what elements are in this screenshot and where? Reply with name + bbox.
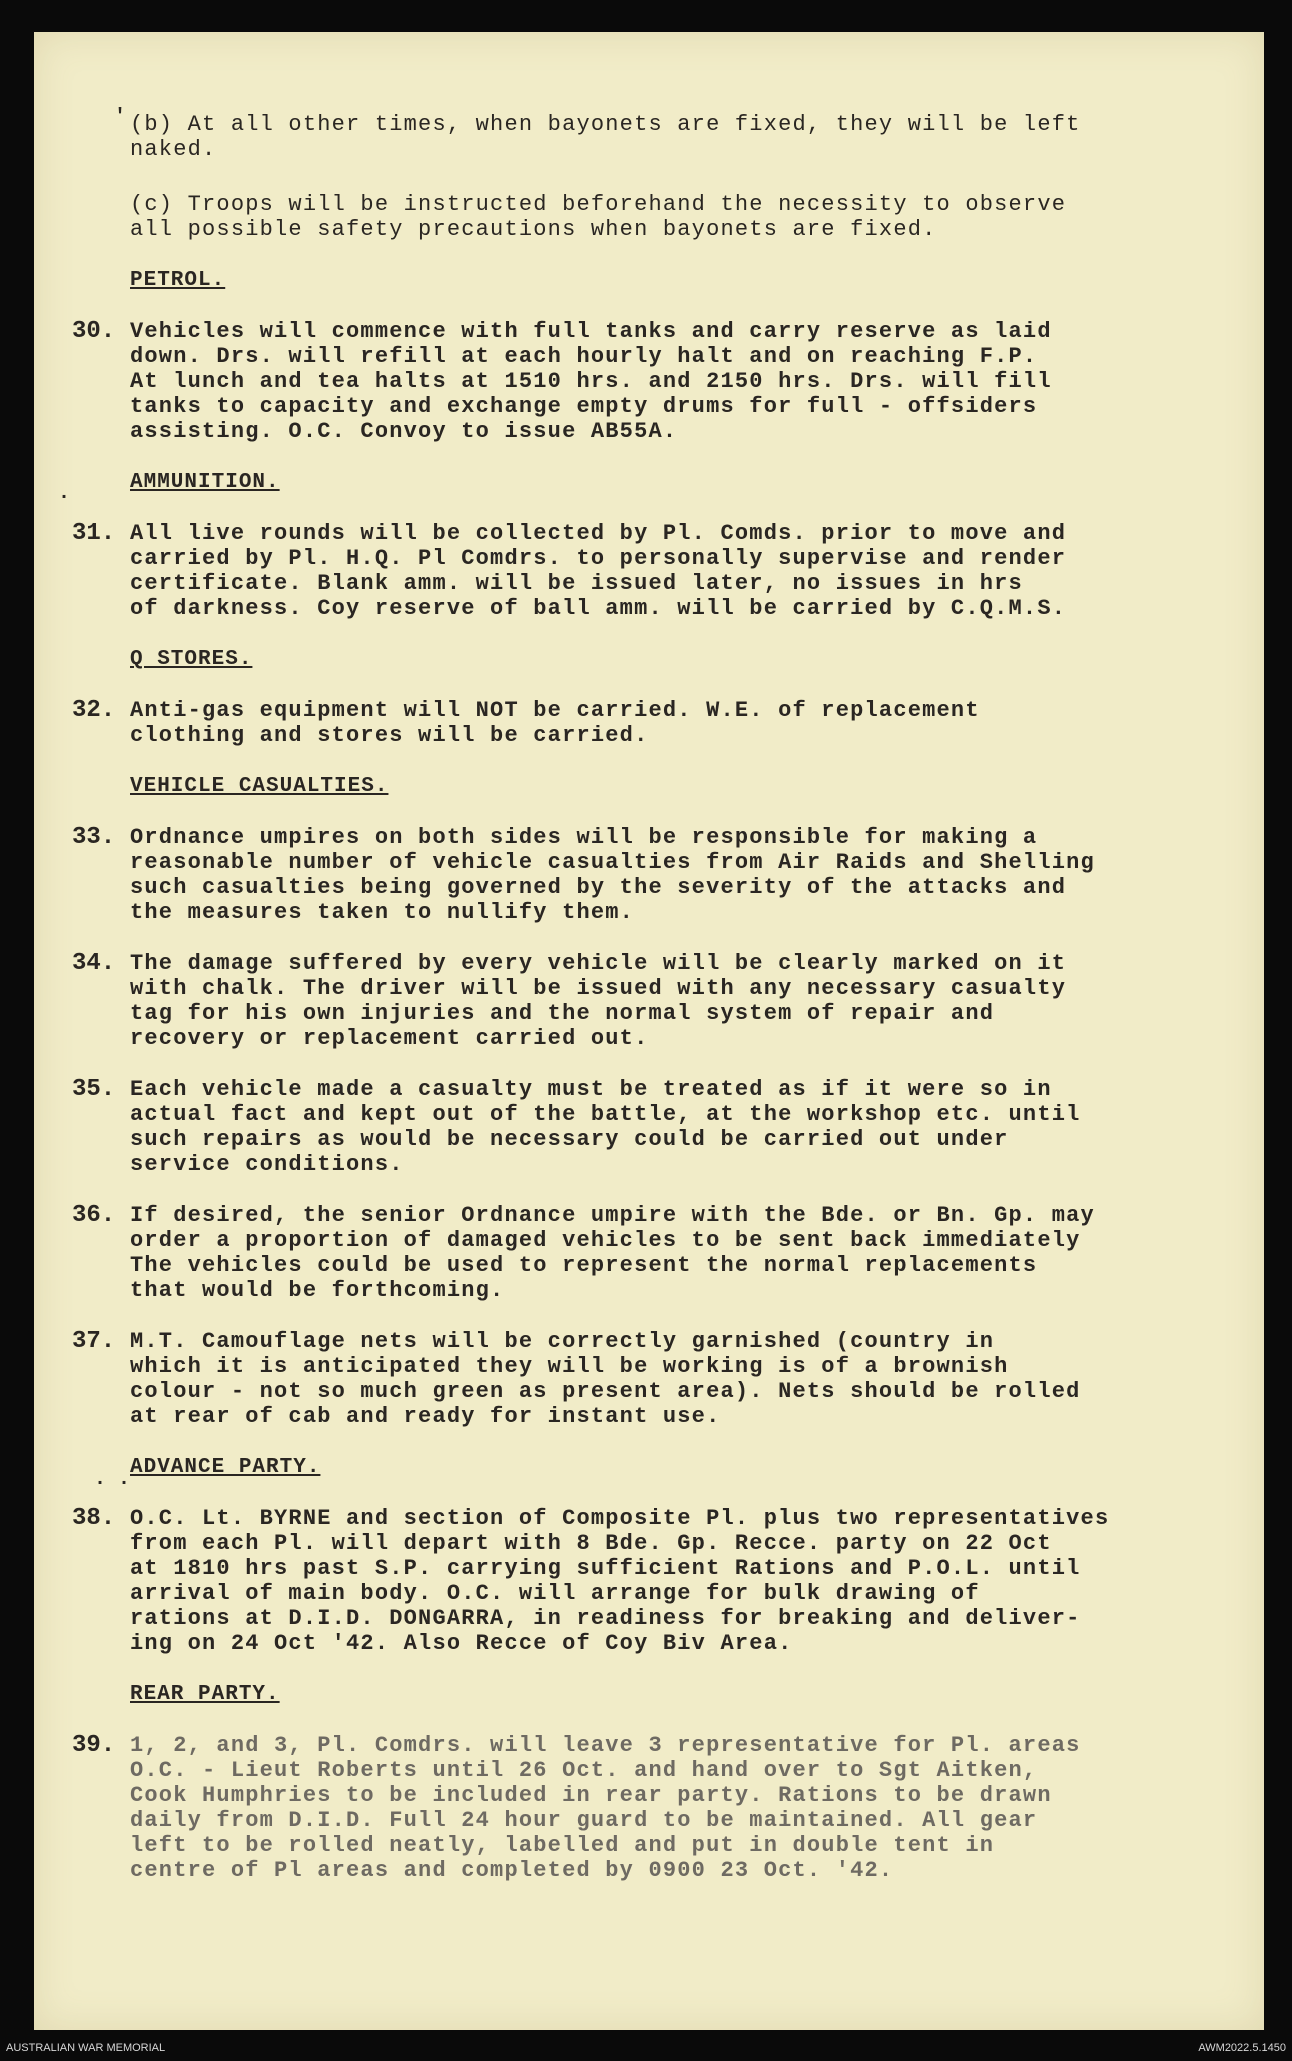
numbered-paragraph bbox=[72, 824, 1190, 925]
numbered-paragraph bbox=[72, 1505, 1190, 1656]
paragraph-text: All live rounds will be collected by Pl. Comds. prior to move and carried by Pl. H.Q. Pl Comdrs. to personally supervise and render certificate. Blank amm. will be issued later, no issues in hrs of darkness. Coy reserve of ball amm. will be carried by C.Q.M.S. bbox=[130, 521, 1067, 621]
paragraph-number: 35. bbox=[72, 1076, 116, 1103]
paragraph-text: If desired, the senior Ordnance umpire with the Bde. or Bn. Gp. may order a proportion of damaged vehicles to be sent back immediately The vehicles could be used to represent the normal replacements that would be forthcoming. bbox=[130, 1203, 1095, 1303]
paragraph-text: O.C. Lt. BYRNE and section of Composite Pl. plus two representatives from each Pl. will depart with 8 Bde. Gp. Recce. party on 22 Oct at 1810 hrs past S.P. carrying sufficient Rations and P.O.L. until arrival of main body. O.C. will arrange for bulk drawing of rations at D.I.D. DONGARRA, in readiness for breaking and deliver- ing on 24 Oct '42. Also Recce of Coy Biv Area. bbox=[130, 1506, 1110, 1656]
document-body bbox=[72, 112, 1190, 1883]
numbered-paragraph bbox=[72, 1076, 1190, 1177]
footer-archive-name: AUSTRALIAN WAR MEMORIAL bbox=[6, 2042, 166, 2054]
paragraph-text: M.T. Camouflage nets will be correctly garnished (country in which it is anticipated they will be working is of a brownish colour - not so much green as present area). Nets should be rolled at rear of cab and ready for instant use. bbox=[130, 1329, 1081, 1429]
paragraph-text: The damage suffered by every vehicle will be clearly marked on it with chalk. The driver will be issued with any necessary casualty tag for his own injuries and the normal system of repair and recovery or replacement carried out. bbox=[130, 951, 1067, 1051]
numbered-paragraph bbox=[72, 1732, 1190, 1883]
document-page bbox=[34, 32, 1264, 2030]
section-heading-advance-party: ADVANCE PARTY. bbox=[130, 1456, 321, 1479]
paragraph-text: Each vehicle made a casualty must be treated as if it were so in actual fact and kept out of the battle, at the workshop etc. until such repairs as would be necessary could be carried out under service conditions. bbox=[130, 1077, 1081, 1177]
paragraph-number: 30. bbox=[72, 318, 116, 345]
section-heading-ammunition: AMMUNITION. bbox=[130, 471, 280, 494]
paragraph-number: 32. bbox=[72, 697, 116, 724]
footer-accession-number: AWM2022.5.1450 bbox=[1198, 2042, 1286, 2054]
numbered-paragraph bbox=[72, 318, 1190, 444]
numbered-paragraph bbox=[72, 520, 1190, 621]
paragraph-number: 34. bbox=[72, 950, 116, 977]
paragraph-number: 38. bbox=[72, 1505, 116, 1532]
section-heading-rear-party: REAR PARTY. bbox=[130, 1683, 280, 1706]
numbered-paragraph bbox=[72, 1202, 1190, 1303]
paragraph-number: 33. bbox=[72, 824, 116, 851]
paragraph-text: Vehicles will commence with full tanks and carry reserve as laid down. Drs. will refill at each hourly halt and on reaching F.P. At lunch and tea halts at 1510 hrs. and 2150 hrs. Drs. will fill tanks to capacity and exchange empty drums for full - offsiders assisting. O.C. Convoy to issue AB55A. bbox=[130, 319, 1052, 444]
paragraph-number: 31. bbox=[72, 520, 116, 547]
archive-footer bbox=[0, 2036, 1292, 2061]
numbered-paragraph bbox=[72, 950, 1190, 1051]
paragraph-text: 1, 2, and 3, Pl. Comdrs. will leave 3 representative for Pl. areas O.C. - Lieut Roberts until 26 Oct. and hand over to Sgt Aitken, Cook Humphries to be included in rear party. Rations to be drawn daily from D.I.D. Full 24 hour guard to be maintained. All gear left to be rolled neatly, labelled and put in double tent in centre of Pl areas and completed by 0900 23 Oct. '42. bbox=[130, 1733, 1081, 1883]
numbered-paragraph bbox=[72, 697, 1190, 748]
section-heading-vehicle-casualties: VEHICLE CASUALTIES. bbox=[130, 775, 389, 798]
margin-mark: · bbox=[58, 486, 71, 509]
section-heading-q-stores: Q STORES. bbox=[130, 648, 253, 671]
paragraph-text: Ordnance umpires on both sides will be responsible for making a reasonable number of vehicle casualties from Air Raids and Shelling such casualties being governed by the severity of the attacks and the measures taken to nullify them. bbox=[130, 825, 1095, 925]
paragraph-b: (b) At all other times, when bayonets are fixed, they will be left naked. bbox=[130, 112, 1081, 162]
section-heading-petrol: PETROL. bbox=[130, 269, 226, 292]
paragraph-number: 36. bbox=[72, 1202, 116, 1229]
numbered-paragraph bbox=[72, 1328, 1190, 1429]
paragraph-c: (c) Troops will be instructed beforehand the necessity to observe all possible safety precautions when bayonets are fixed. bbox=[130, 192, 1067, 242]
margin-mark: ' bbox=[114, 106, 127, 129]
paragraph-text: Anti-gas equipment will NOT be carried. W.E. of replacement clothing and stores will be carried. bbox=[130, 698, 980, 748]
paragraph-number: 39. bbox=[72, 1732, 116, 1759]
margin-mark: . . bbox=[94, 1468, 131, 1491]
paragraph-number: 37. bbox=[72, 1328, 116, 1355]
